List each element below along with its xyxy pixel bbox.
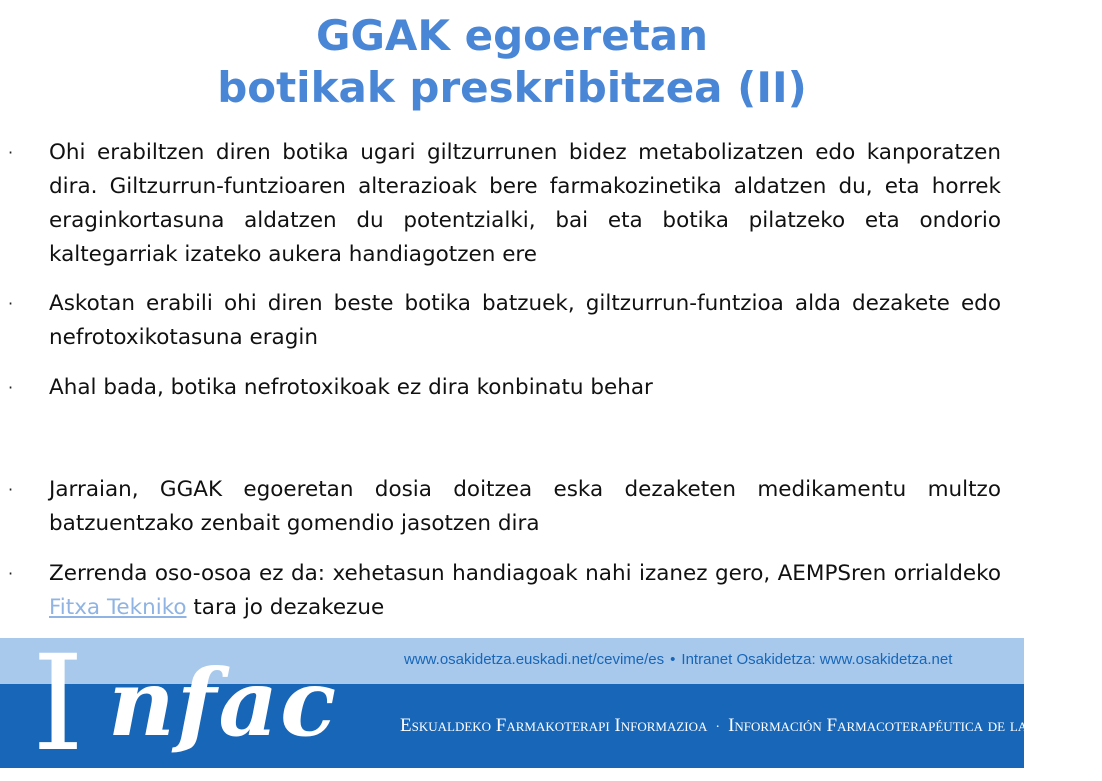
bullet-item [0, 136, 1001, 272]
title-line-1: GGAK egoeretan [315, 11, 709, 60]
bullet-dot-icon: · [8, 378, 14, 397]
bullet-text: Jarraian, GGAK egoeretan dosia doitzea eska dezaketen medikamentu multzo batzuentzako zenbait gomendio jasotzen dira [49, 477, 1001, 536]
fitxa-tekniko-link[interactable]: Fitxa Tekniko [49, 595, 187, 620]
bullet-text-after-link: tara jo dezakezue [186, 595, 385, 620]
bullet-item [0, 287, 1001, 355]
bullet-item [0, 371, 1001, 405]
bullet-dot-icon: · [8, 294, 14, 313]
bullet-text-before-link: Zerrenda oso-osoa ez da: xehetasun handiagoak nahi izanez gero, AEMPSren orrialdeko [49, 561, 1001, 586]
bullet-dot-icon: · [8, 480, 14, 499]
infac-logo-initial: I [32, 627, 83, 781]
bullet-text: Askotan erabili ohi diren beste botika batzuek, giltzurrun-funtzioa alda dezakete edo nefrotoxikotasuna eragin [49, 291, 1001, 350]
tagline-separator: · [715, 720, 721, 735]
intranet-url[interactable]: Intranet Osakidetza: www.osakidetza.net [681, 651, 953, 668]
bullet-list [0, 136, 1024, 625]
bullet-dot-icon: · [8, 143, 14, 162]
infac-banner [0, 627, 1102, 781]
url-separator: • [670, 651, 676, 668]
bullet-item [0, 557, 1001, 625]
bullet-text: Ohi erabiltzen diren botika ugari giltzurrunen bidez metabolizatzen edo kanporatzen dira. Giltzurrun-funtzioaren alterazioak bere farmakozinetika aldatzen du, eta horrek eraginkortasuna aldatzen du potentzialki, bai eta botika pilatzeko eta ondorio kaltegarriak izateko aukera handiagotzen ere [49, 140, 1001, 267]
banner-urls [404, 650, 1004, 670]
bullet-dot-icon: · [8, 564, 14, 583]
bullet-item [0, 473, 1001, 541]
bullet-text: Ahal bada, botika nefrotoxikoak ez dira konbinatu behar [49, 375, 653, 400]
slide-title [0, 10, 1024, 114]
infac-logo-rest: nfac [108, 649, 339, 757]
tagline-spanish: Información Farmacoterapéutica de la Comarca [728, 715, 1102, 736]
title-line-2: botikak preskribitzea (II) [217, 63, 807, 112]
tagline-basque: Eskualdeko Farmakoterapi Informazioa [400, 715, 708, 736]
cevime-url[interactable]: www.osakidetza.euskadi.net/cevime/es [404, 651, 665, 668]
banner-tagline [400, 714, 1102, 740]
